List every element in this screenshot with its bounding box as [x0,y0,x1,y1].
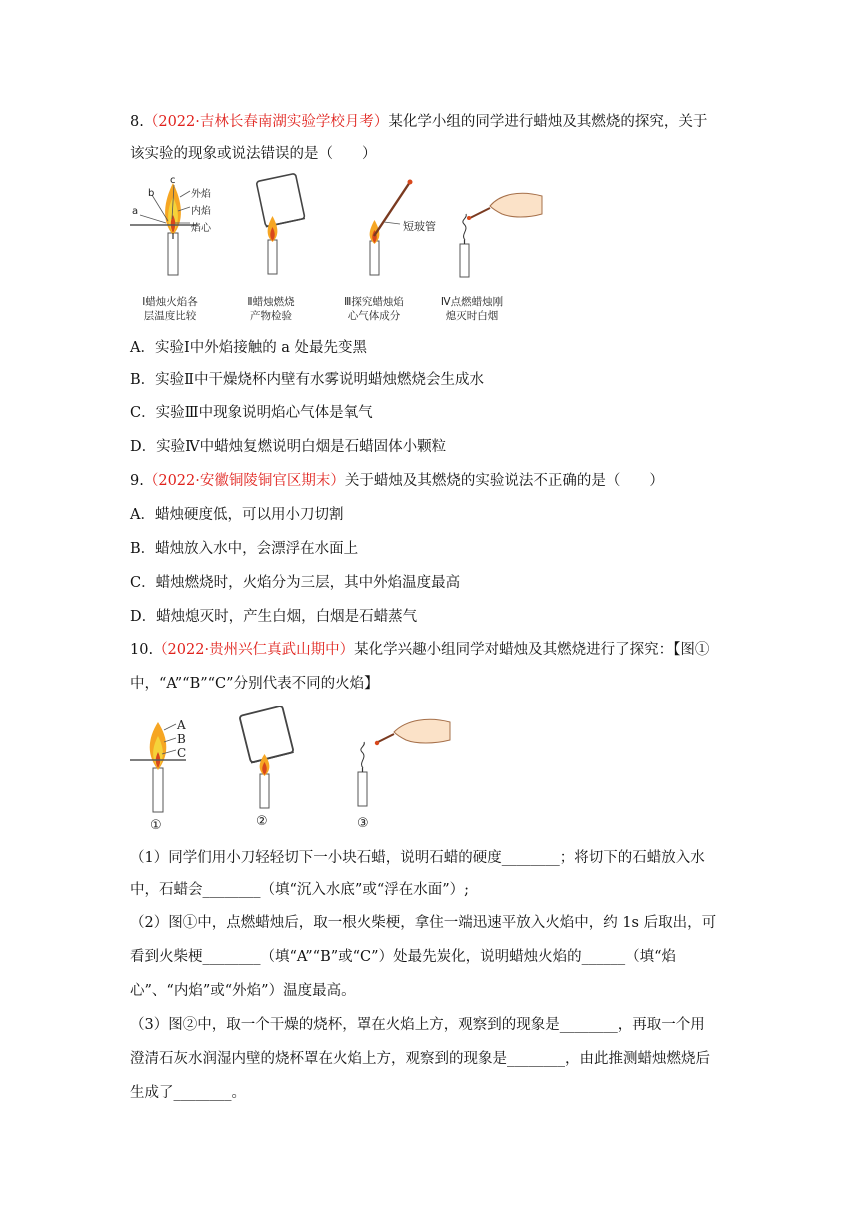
q8-figure-2 [246,172,316,277]
q8-label-c: c [170,175,176,186]
q10-part-2-line1: （2）图①中，点燃蜡烛后，取一根火柴梗，拿住一端迅速平放入火焰中，约 1s 后取出，可 [130,915,717,931]
q9-option-d: D．蜡烛熄灭时，产生白烟，白烟是石蜡蒸气 [130,609,418,625]
caption-line: 心气体成分 [347,310,401,322]
q9-option-b: B．蜡烛放入水中，会漂浮在水面上 [130,541,359,557]
q10-figure-3 [350,712,460,812]
q8-caption-3 [334,295,414,323]
q8-stem: 某化学小组的同学进行蜡烛及其燃烧的探究，关于 [388,114,708,130]
q10-part-3-line2: 澄清石灰水润湿内壁的烧杯罩在火焰上方，观察到的现象是________，由此推测蜡烛燃烧后 [130,1051,710,1067]
q9-number: 9. [130,473,144,489]
q9-source: （2022·安徽铜陵铜官区期末） [143,473,345,489]
q8-caption-4 [432,295,512,323]
q10-part-3-line1: （3）图②中，取一个干燥的烧杯，罩在火焰上方，观察到的现象是________，再取一个用 [130,1017,705,1033]
q10-fig3-number: ③ [357,816,369,831]
q10-fig2-number: ② [256,814,268,829]
caption-line: 熄灭时白烟 [445,310,499,322]
q9-option-a: A．蜡烛硬度低，可以用小刀切割 [130,507,344,523]
caption-line: 层温度比较 [143,310,197,322]
q9-stem [130,471,664,491]
q8-number: 8. [130,114,144,130]
q8-label-flame-core: 焰心 [191,223,211,234]
q9-option-c: C．蜡烛燃烧时，火焰分为三层，其中外焰温度最高 [130,575,461,591]
q8-source: （2022·吉林长春南湖实验学校月考） [143,114,389,130]
q10-figure-2 [232,706,302,811]
q10-number: 10. [130,642,154,658]
caption-line: Ⅳ点燃蜡烛刚 [440,296,504,308]
q10-stem-line2: 中，“A”“B”“C”分别代表不同的火焰】 [130,676,379,692]
q8-option-a: A．实验Ⅰ中外焰接触的 a 处最先变黑 [130,340,368,356]
q10-fig1-number: ① [150,818,162,833]
q8-label-a: a [132,206,139,217]
q10-label-b: B [177,732,186,746]
q8-label-glass-tube: 短玻管 [403,220,436,233]
q10-stem-line1 [130,640,709,660]
q10-label-a: A [177,718,186,732]
q8-caption-1 [132,295,208,323]
q10-part-1-line1: （1）同学们用小刀轻轻切下一小块石蜡，说明石蜡的硬度________；将切下的石蜡放入水 [130,850,705,866]
q8-option-c: C．实验Ⅲ中现象说明焰心气体是氧气 [130,405,373,421]
q10-label-c: C [177,746,187,760]
q8-label-b: b [148,188,155,199]
q10-part-2-line2: 看到火柴梗________（填“A”“B”或“C”）处最先炭化，说明蜡烛火焰的______（填“焰 [130,949,676,965]
q10-part-3-line3: 生成了________。 [130,1085,246,1101]
q8-caption-2 [236,295,306,323]
q10-source: （2022·贵州兴仁真武山期中） [153,642,355,658]
caption-line: 产物检验 [250,310,292,322]
q8-stem-line2: 该实验的现象或说法错误的是（ ） [130,146,377,162]
q9-stem-text: 关于蜡烛及其燃烧的实验说法不正确的是（ ） [344,473,664,489]
q8-option-b: B．实验Ⅱ中干燥烧杯内壁有水雾说明蜡烛燃烧会生成水 [130,372,485,388]
q8-label-outer-flame: 外焰 [191,189,211,200]
q8-figure-4 [450,184,550,279]
caption-line: Ⅱ蜡烛燃烧 [247,296,295,308]
q10-part-2-line3: 心”、“内焰”或“外焰”）温度最高。 [130,983,356,999]
caption-line: Ⅲ探究蜡烛焰 [344,296,404,308]
q10-stem-text: 某化学兴趣小组同学对蜡烛及其燃烧进行了探究：【图① [354,642,710,658]
q8-option-d: D．实验Ⅳ中蜡烛复燃说明白烟是石蜡固体小颗粒 [130,439,447,455]
q8-stem-line1 [130,112,707,132]
caption-line: Ⅰ蜡烛火焰各 [142,296,198,308]
q10-part-1-line2: 中，石蜡会________（填“沉入水底”或“浮在水面”）; [130,882,470,898]
q8-label-inner-flame: 内焰 [191,206,211,217]
